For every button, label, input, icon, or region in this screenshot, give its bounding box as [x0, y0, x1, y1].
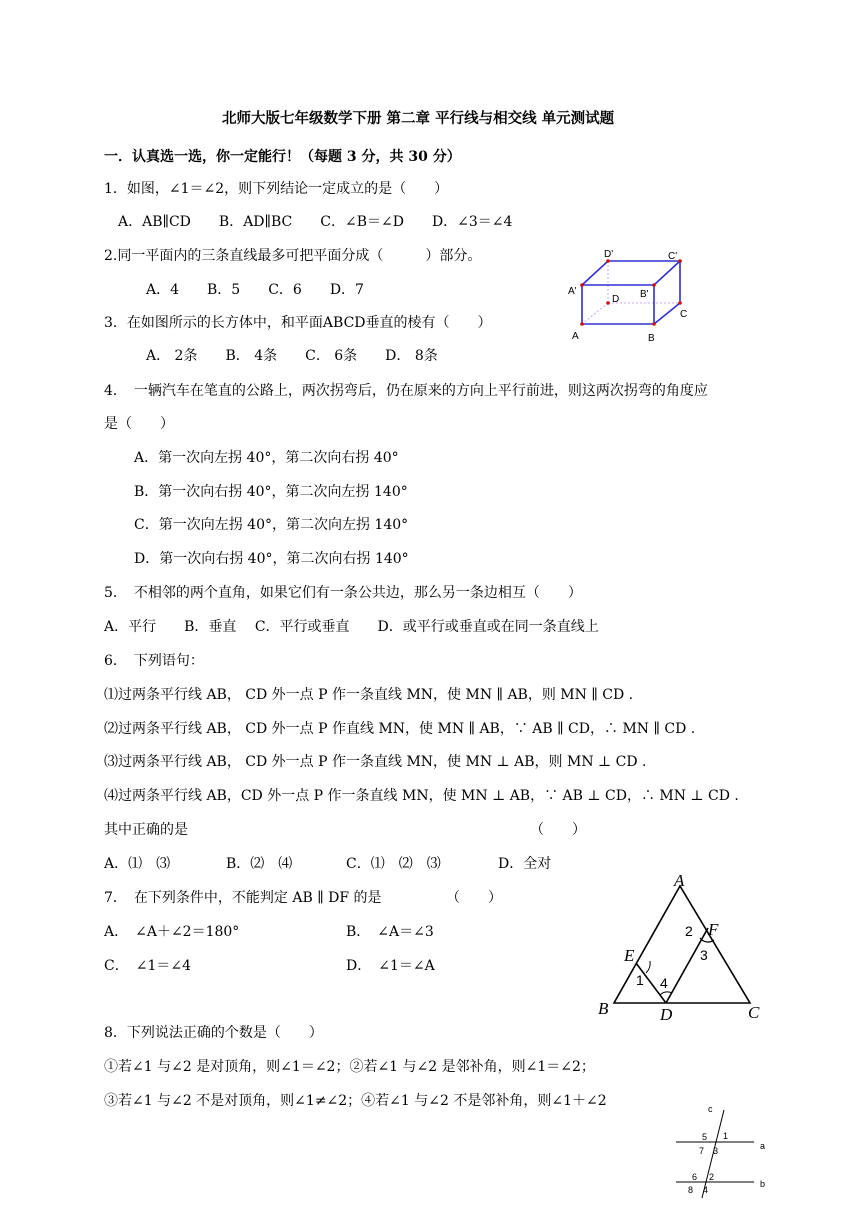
- angle-arc-e: [646, 961, 650, 973]
- angle-4: 4: [703, 1185, 709, 1195]
- section-heading: 一．认真选一选，你一定能行！（每题 3 分，共 30 分）: [104, 149, 461, 165]
- label-e: E: [624, 946, 635, 965]
- label-c: c: [708, 1104, 713, 1114]
- triangle-figure: [590, 868, 770, 1023]
- q7-option-a: A． ∠A＋∠2＝180°: [104, 924, 240, 940]
- angle-7: 7: [699, 1146, 705, 1156]
- label-b: b: [760, 1179, 766, 1189]
- angle-label-4: 4: [660, 975, 668, 991]
- top-face: [582, 261, 680, 285]
- q8-line1: ①若∠1 与∠2 是对顶角，则∠1＝∠2；②若∠1 与∠2 是邻补角，则∠1＝∠2；: [104, 1059, 595, 1075]
- label-a: A: [674, 871, 685, 890]
- q6-answer-paren: （ ）: [530, 822, 586, 838]
- angle-label-1: 1: [636, 972, 644, 988]
- angle-5: 5: [702, 1132, 708, 1142]
- angle-2: 2: [709, 1172, 715, 1182]
- q6-option-b: B．⑵ ⑷: [226, 856, 293, 872]
- q4-option-b: B．第一次向右拐 40°，第二次向左拐 140°: [134, 484, 408, 500]
- label-b: B: [598, 999, 609, 1018]
- q1-options: A．AB∥CD B．AD∥BC C．∠B＝∠D D．∠3＝∠4: [118, 214, 513, 230]
- q3-options: A． 2条 B． 4条 C． 6条 D． 8条: [146, 348, 438, 364]
- q6-which: 其中正确的是: [104, 822, 188, 838]
- q6-statement-4: ⑷过两条平行线 AB，CD 外一点 P 作一条直线 MN，使 MN ⊥ AB，∵ AB ⊥ CD，∴ MN ⊥ CD .: [104, 788, 739, 804]
- label-c: C: [680, 309, 688, 320]
- q4-option-d: D．第一次向右拐 40°，第二次向右拐 140°: [134, 551, 409, 567]
- q4-stem-line2: 是（ ）: [104, 416, 174, 432]
- q6-option-a: A．⑴ ⑶: [104, 856, 171, 872]
- q6-stem: 6． 下列语句：: [104, 653, 204, 669]
- q7-answer-paren: （ ）: [446, 890, 502, 906]
- cuboid-figure: [560, 245, 700, 345]
- q7-option-b: B． ∠A＝∠3: [346, 924, 434, 940]
- angle-8: 8: [688, 1185, 694, 1195]
- q6-statement-1: ⑴过两条平行线 AB， CD 外一点 P 作一条直线 MN，使 MN ∥ AB，则 MN ∥ CD .: [104, 687, 634, 703]
- q4-option-a: A．第一次向左拐 40°，第二次向右拐 40°: [134, 450, 399, 466]
- label-a: A: [572, 331, 579, 342]
- parallel-lines-figure: [668, 1100, 778, 1200]
- angle-1: 1: [723, 1131, 729, 1141]
- angle-label-3: 3: [700, 947, 708, 963]
- hidden-edge-da: [582, 303, 608, 324]
- q4-option-c: C．第一次向左拐 40°，第二次向左拐 140°: [134, 517, 409, 533]
- label-d: D: [660, 1005, 673, 1023]
- q8-stem: 8．下列说法正确的个数是（ ）: [104, 1025, 323, 1041]
- angle-3: 3: [713, 1146, 719, 1156]
- label-b: B: [648, 333, 655, 344]
- label-f: F: [708, 920, 719, 939]
- edge-bc: [654, 303, 680, 324]
- q7-option-c: C． ∠1＝∠4: [104, 958, 191, 974]
- q6-statement-3: ⑶过两条平行线 AB， CD 外一点 P 作一条直线 MN，使 MN ⊥ AB，则 MN ⊥ CD .: [104, 754, 647, 770]
- q7-stem: 7． 在下列条件中，不能判定 AB ∥ DF 的是: [104, 890, 382, 906]
- q6-option-c: C．⑴ ⑵ ⑶: [346, 856, 441, 872]
- q6-statement-2: ⑵过两条平行线 AB， CD 外一点 P 作直线 MN，使 MN ∥ AB，∵ AB ∥ CD，∴ MN ∥ CD .: [104, 721, 696, 737]
- label-a: a: [760, 1141, 766, 1151]
- angle-6: 6: [692, 1172, 698, 1182]
- q8-line2: ③若∠1 与∠2 不是对顶角，则∠1≠∠2；④若∠1 与∠2 不是邻补角，则∠1＋∠2: [104, 1093, 607, 1109]
- triangle-abc: [614, 886, 750, 1003]
- q6-option-d: D．全对: [498, 856, 552, 872]
- page-title: 北师大版七年级数学下册 第二章 平行线与相交线 单元测试题: [222, 110, 615, 127]
- angle-label-2: 2: [685, 923, 693, 939]
- label-ap: A': [568, 286, 577, 297]
- label-c: C: [748, 1003, 760, 1022]
- q5-options: A．平行 B．垂直 C．平行或垂直 D．或平行或垂直或在同一条直线上: [104, 619, 599, 635]
- label-bp: B': [640, 289, 649, 300]
- q7-option-d: D． ∠1＝∠A: [346, 958, 435, 974]
- label-dp: D': [604, 249, 614, 260]
- q1-stem: 1．如图，∠1＝∠2，则下列结论一定成立的是（ ）: [104, 181, 449, 197]
- q3-stem: 3．在如图所示的长方体中，和平面ABCD垂直的棱有（ ）: [104, 315, 492, 331]
- q2-stem: 2.同一平面内的三条直线最多可把平面分成（ ）部分。: [104, 248, 482, 264]
- q5-stem: 5． 不相邻的两个直角，如果它们有一条公共边，那么另一条边相互（ ）: [104, 585, 582, 601]
- q2-options: A．4 B．5 C．6 D．7: [146, 282, 364, 298]
- q4-stem-line1: 4． 一辆汽车在笔直的公路上，两次拐弯后，仍在原来的方向上平行前进，则这两次拐弯的角度应: [104, 383, 708, 399]
- label-d: D: [612, 294, 620, 305]
- label-cp: C': [668, 251, 678, 262]
